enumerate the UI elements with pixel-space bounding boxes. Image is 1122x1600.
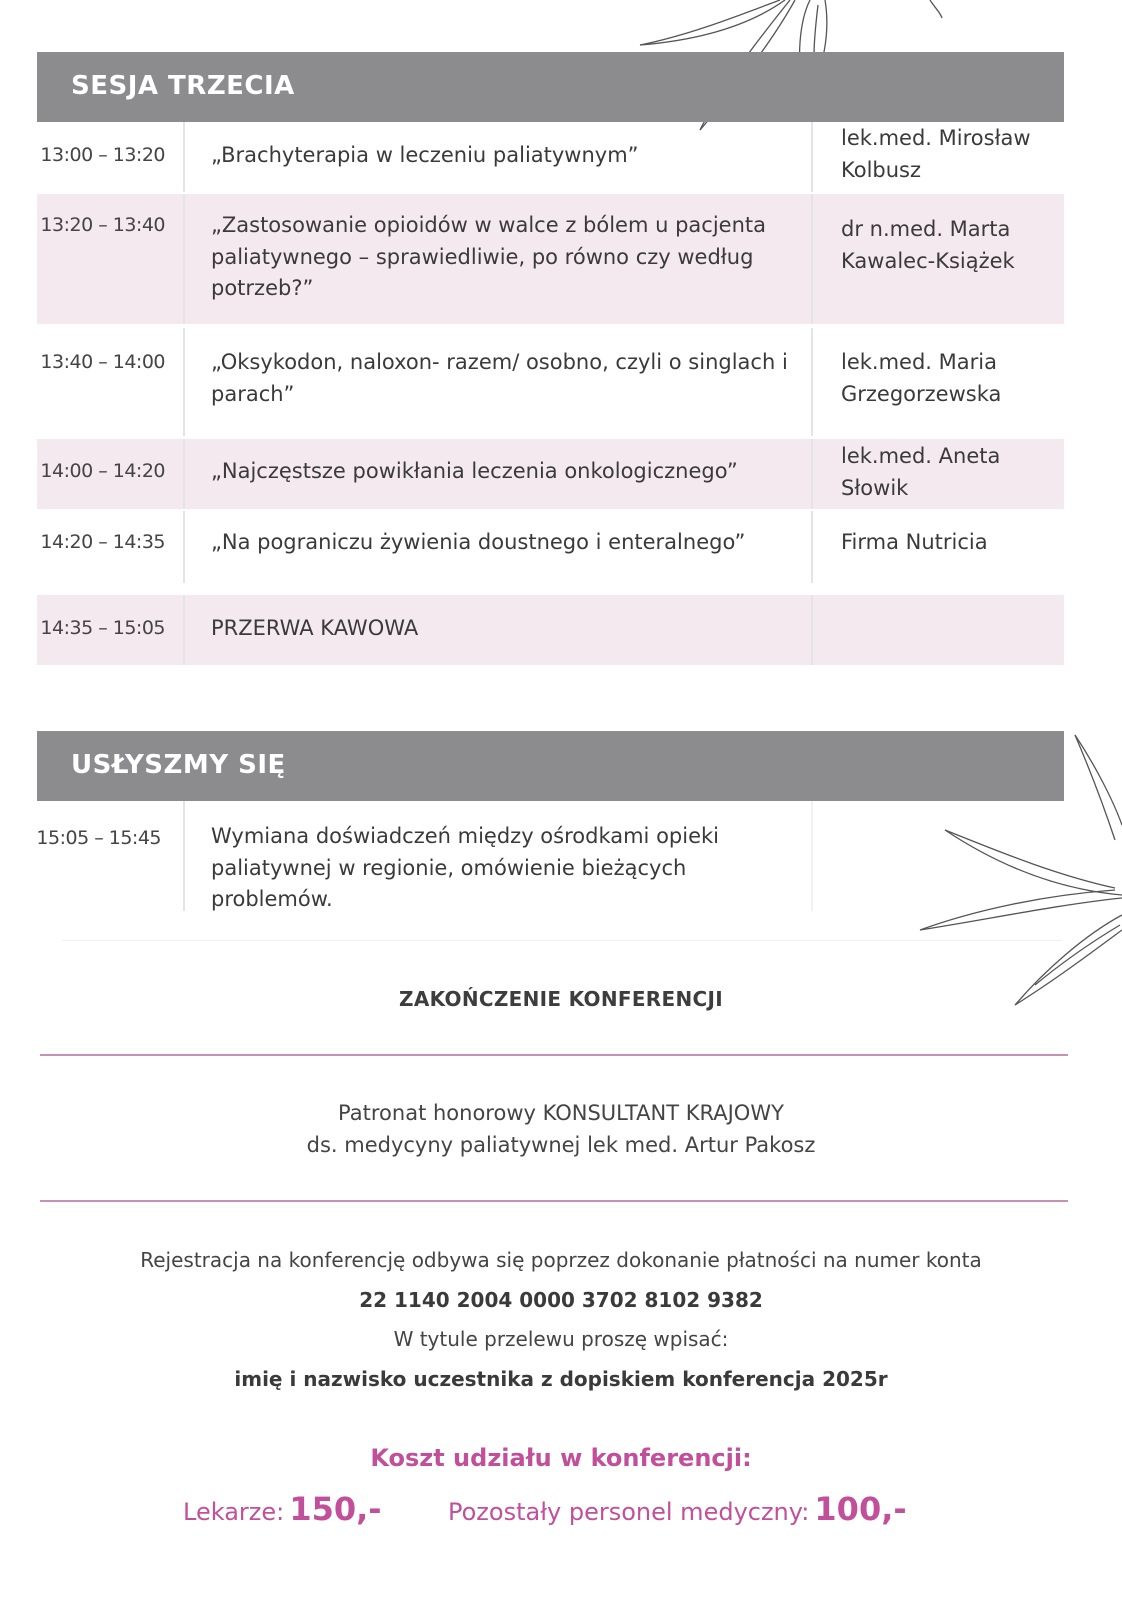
time-slot: 14:00 – 14:20 — [40, 460, 165, 482]
price-value: 100,- — [814, 1490, 907, 1528]
section-title: USŁYSZMY SIĘ — [71, 750, 286, 780]
talk-title: „Oksykodon, naloxon- razem/ osobno, czyli o singlach i parach” — [211, 350, 788, 406]
time-slot: 13:40 – 14:00 — [40, 351, 165, 373]
talk-title: „Brachyterapia w leczeniu paliatywnym” — [211, 143, 639, 167]
talk-title: „Najczęstsze powikłania leczenia onkologicznego” — [211, 459, 738, 483]
talk-title: „Zastosowanie opioidów w walce z bólem u pacjenta paliatywnego – sprawiedliwie, po równo czy według potrzeb?” — [211, 213, 766, 300]
time-slot: 14:20 – 14:35 — [40, 531, 165, 553]
table-row — [37, 328, 1064, 436]
closing-title: ZAKOŃCZENIE KONFERENCJI — [399, 987, 723, 1011]
table-row — [37, 122, 1064, 192]
price-doctors — [183, 1490, 382, 1528]
speaker-name: Firma Nutricia — [841, 530, 988, 554]
table-row — [37, 595, 1064, 665]
divider-line — [40, 1200, 1068, 1202]
price-medical-staff — [448, 1490, 907, 1528]
time-slot: 13:20 – 13:40 — [40, 214, 165, 236]
time-slot: 15:05 – 15:45 — [36, 827, 161, 849]
registration-line-3: W tytule przelewu proszę wpisać: — [393, 1327, 729, 1351]
table-row — [37, 511, 1064, 583]
registration-line-1: Rejestracja na konferencję odbywa się poprzez dokonanie płatności na numer konta — [140, 1248, 982, 1272]
speaker-name: lek.med. Mirosław Kolbusz — [841, 126, 1031, 182]
patronage-line-2: ds. medycyny paliatywnej lek med. Artur Pakosz — [306, 1133, 816, 1157]
time-slot: 14:35 – 15:05 — [40, 617, 165, 639]
table-row — [37, 439, 1064, 509]
price-label: Pozostały personel medyczny: — [448, 1498, 810, 1526]
speaker-name: dr n.med. Marta Kawalec-Książek — [841, 217, 1015, 273]
talk-title: Wymiana doświadczeń między ośrodkami opieki paliatywnej w regionie, omówienie bieżących problemów. — [211, 824, 719, 911]
transfer-title-instruction: imię i nazwisko uczestnika z dopiskiem konferencja 2025r — [234, 1367, 888, 1391]
cost-heading: Koszt udziału w konferencji: — [370, 1444, 752, 1472]
table-row — [37, 194, 1064, 324]
bank-account-number: 22 1140 2004 0000 3702 8102 9382 — [359, 1288, 763, 1312]
talk-title: PRZERWA KAWOWA — [211, 616, 419, 640]
talk-title: „Na pograniczu żywienia doustnego i enteralnego” — [211, 530, 746, 554]
speaker-name: lek.med. Aneta Słowik — [841, 444, 1001, 500]
time-slot: 13:00 – 13:20 — [40, 144, 165, 166]
speaker-name: lek.med. Maria Grzegorzewska — [841, 350, 1002, 406]
price-label: Lekarze: — [183, 1498, 285, 1526]
patronage-line-1: Patronat honorowy KONSULTANT KRAJOWY — [338, 1101, 784, 1125]
section-header-session-three — [37, 52, 1064, 122]
section-header-lets-talk — [37, 731, 1064, 801]
section-title: SESJA TRZECIA — [71, 71, 295, 101]
price-value: 150,- — [289, 1490, 382, 1528]
row-divider — [62, 940, 1062, 941]
table-row — [37, 801, 1064, 911]
divider-line — [40, 1054, 1068, 1056]
